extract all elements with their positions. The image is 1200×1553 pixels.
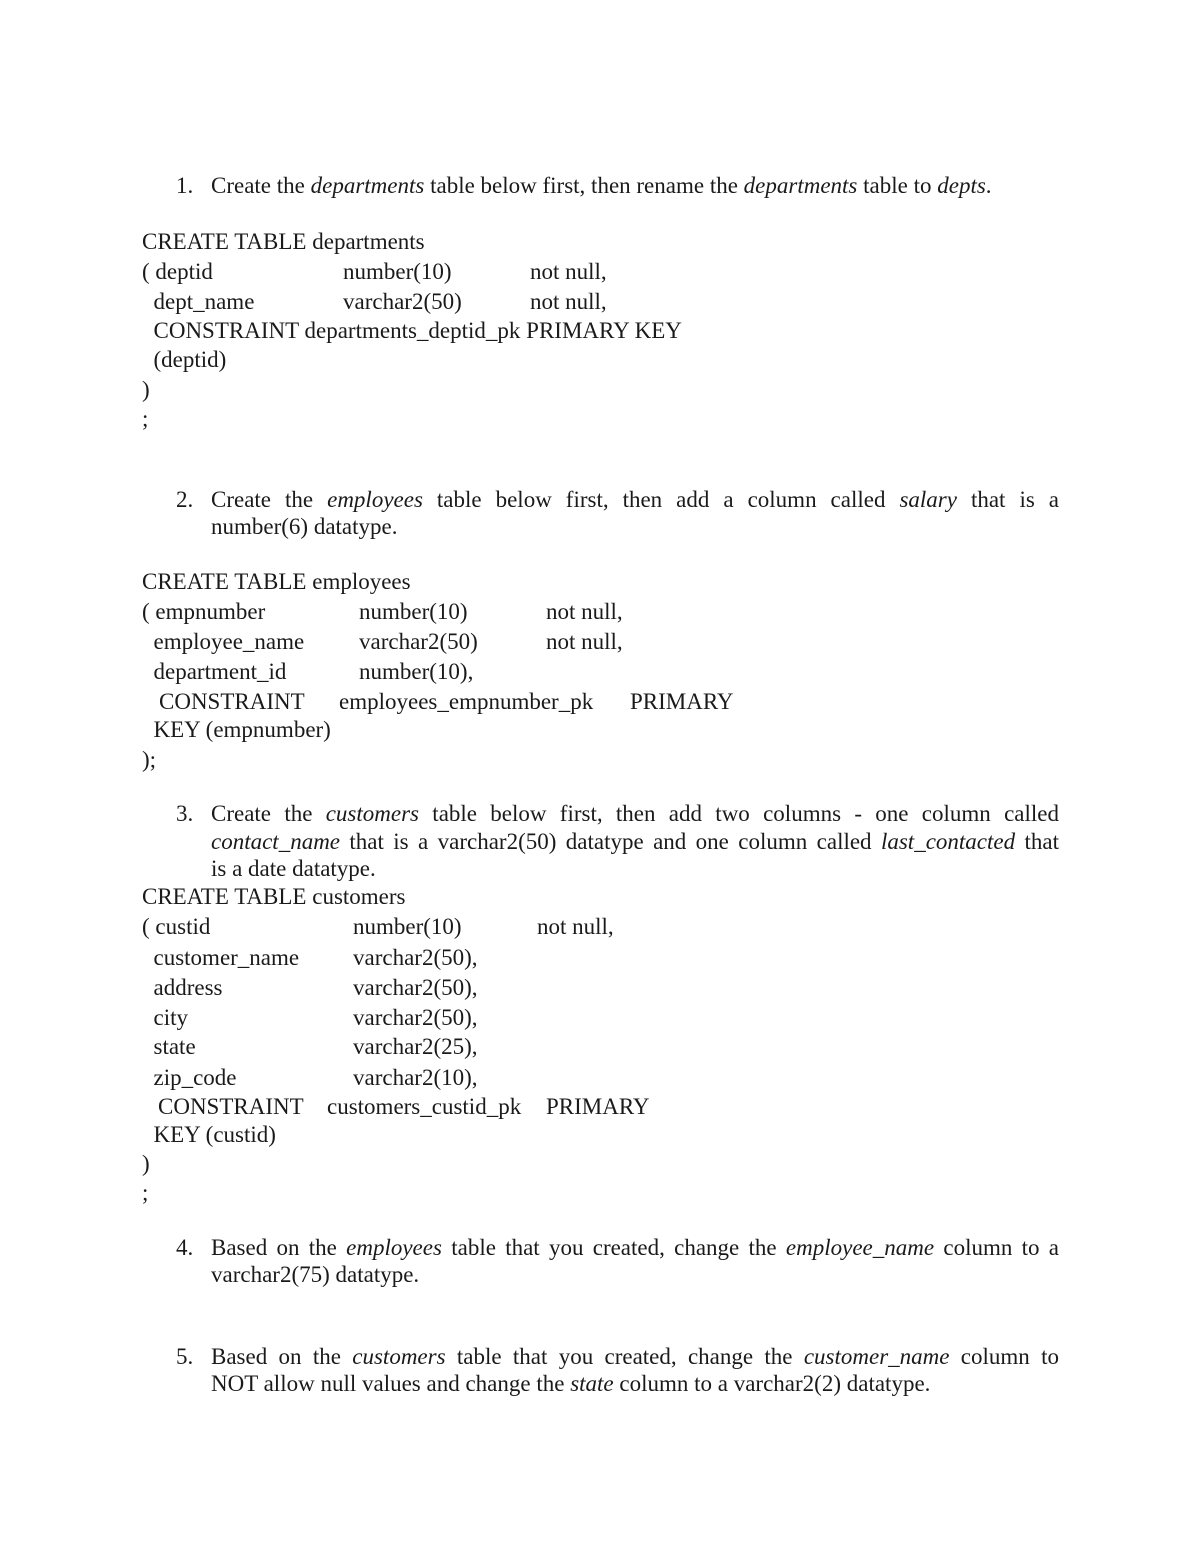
emphasis-text: departments (310, 173, 425, 198)
text-run: column to (949, 1344, 1059, 1369)
question-text (211, 1263, 1059, 1286)
question-text (211, 1236, 1059, 1259)
text-run: table below first, then add two columns - one column called (419, 801, 1059, 826)
emphasis-text: last_contacted (880, 829, 1016, 854)
text-run: table below first, then rename the (424, 173, 744, 198)
emphasis-text: salary (899, 487, 957, 512)
text-run: table that you created, change the (441, 1235, 786, 1260)
text-run: column to a (934, 1235, 1059, 1260)
question-number: 2. (176, 487, 194, 512)
text-run: Create the (211, 487, 328, 512)
question-number: 1. (176, 173, 194, 198)
question-text (211, 802, 1059, 825)
emphasis-text: customers (352, 1344, 446, 1369)
emphasis-text: state (570, 1371, 614, 1396)
text-run: NOT allow null values and change the (211, 1371, 571, 1396)
question-text (211, 174, 1059, 197)
text-run: Based on the (211, 1235, 347, 1260)
text-run: is a date datatype. (211, 856, 376, 881)
sql-create-line: CREATE TABLE departments (142, 229, 425, 254)
question-number: 5. (176, 1344, 194, 1369)
emphasis-text: customer_name (803, 1344, 950, 1369)
question-text (211, 515, 1059, 538)
text-run: that is a varchar2(50) datatype and one column called (340, 829, 881, 854)
text-run: table below first, then add a column called (422, 487, 900, 512)
emphasis-text: employees (327, 487, 423, 512)
text-run: Based on the (211, 1344, 353, 1369)
sql-create-line: CREATE TABLE employees (142, 569, 411, 594)
text-run: . (985, 173, 992, 198)
question-number: 3. (176, 801, 194, 826)
text-run: varchar2(75) datatype. (211, 1262, 420, 1287)
emphasis-text: employees (346, 1235, 442, 1260)
sql-close-paren: ) (142, 377, 150, 402)
text-run: table to (857, 173, 938, 198)
sql-close-paren: ); (142, 747, 157, 772)
emphasis-text: customers (325, 801, 419, 826)
sql-semicolon: ; (142, 1180, 149, 1205)
text-run: Create the (211, 173, 311, 198)
text-run: that is a (956, 487, 1059, 512)
question-text (211, 1372, 1059, 1395)
sql-constraint-line: (deptid) (142, 347, 227, 372)
text-run: that (1015, 829, 1059, 854)
sql-constraint-line: KEY (empnumber) (142, 717, 331, 742)
sql-create-line: CREATE TABLE customers (142, 884, 406, 909)
text-run: number(6) datatype. (211, 514, 398, 539)
text-run: column to a varchar2(2) datatype. (613, 1371, 931, 1396)
text-run: table that you created, change the (445, 1344, 804, 1369)
question-number: 4. (176, 1235, 194, 1260)
text-run: Create the (211, 801, 326, 826)
emphasis-text: employee_name (785, 1235, 935, 1260)
emphasis-text: departments (743, 173, 858, 198)
question-text (211, 488, 1059, 511)
sql-constraint-line: CONSTRAINT departments_deptid_pk PRIMARY KEY (142, 318, 682, 343)
emphasis-text: contact_name (211, 829, 341, 854)
sql-close-paren: ) (142, 1151, 150, 1176)
emphasis-text: depts (937, 173, 986, 198)
sql-constraint-line: KEY (custid) (142, 1122, 276, 1147)
sql-semicolon: ; (142, 406, 149, 431)
question-text (211, 830, 1059, 853)
question-text (211, 857, 1059, 880)
question-text (211, 1345, 1059, 1368)
